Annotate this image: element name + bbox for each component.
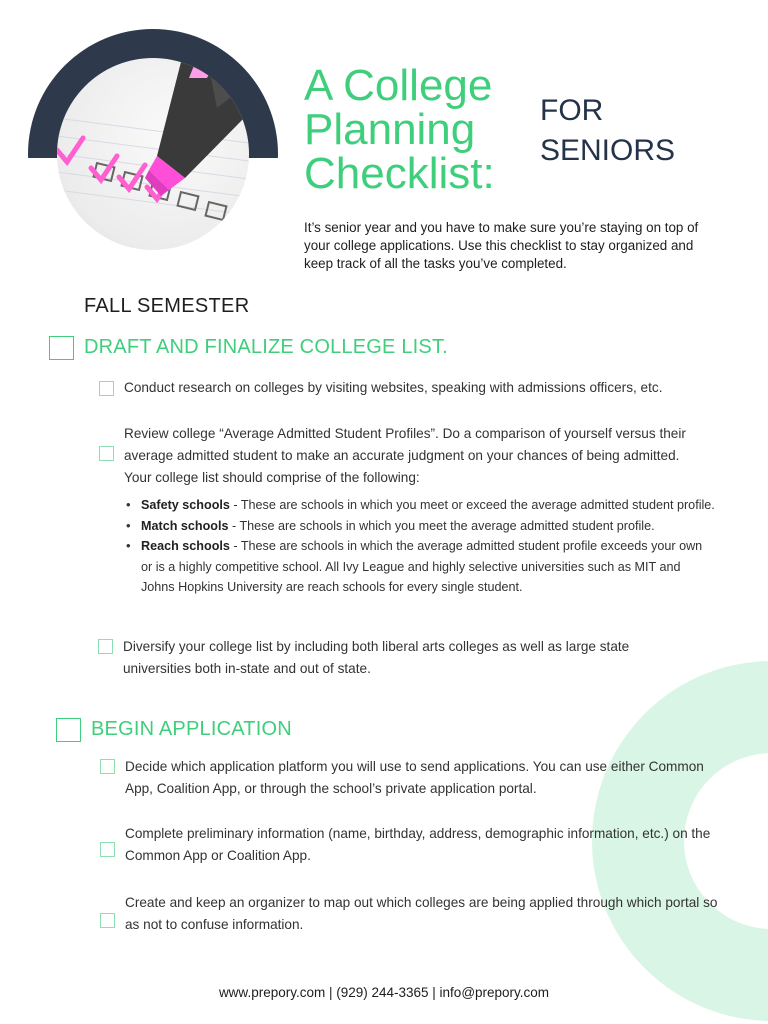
checkbox-review-profiles[interactable] <box>99 446 114 461</box>
bullet-term: Match schools <box>141 518 229 533</box>
list-item: • Reach schools - These are schools in which the average admitted student profile exceeds your own or is a highly competitive school. All Ivy League and highly selective universities such as MIT and Johns Hopkins University are reach schools for every single student. <box>126 538 703 594</box>
checkbox-diversify-list[interactable] <box>98 639 113 654</box>
checkbox-preliminary-info[interactable] <box>100 842 115 857</box>
list-item: • Safety schools - These are schools in which you meet or exceed the average admitted student profile. <box>126 497 715 512</box>
section-title-college-list: DRAFT AND FINALIZE COLLEGE LIST. <box>84 336 448 358</box>
item-organizer: Create and keep an organizer to map out which colleges are being applied through which portal so as not to confuse information. <box>125 895 718 932</box>
bullet-text: - These are schools in which the average admitted student profile exceeds your own or is a highly competitive school. All Ivy League and highly selective universities such as MIT and Johns Hopkins University are reach schools for every single student. <box>141 539 703 594</box>
subtitle-line-1: FOR <box>540 94 604 127</box>
title-line-2: Planning <box>304 105 476 154</box>
checkbox-research-colleges[interactable] <box>99 381 114 396</box>
page-subtitle <box>540 91 675 171</box>
section-checkbox-college-list[interactable] <box>49 336 74 360</box>
highlighter-illustration <box>57 58 249 250</box>
semester-heading: FALL SEMESTER <box>84 295 250 317</box>
intro-paragraph: It’s senior year and you have to make sure you’re staying on top of your college applications. Use this checklist to stay organized and keep track of all the tasks you’ve completed. <box>304 220 699 271</box>
item-review-profiles: Review college “Average Admitted Student Profiles”. Do a comparison of yourself versus their average admitted student to make an accurate judgment on your chances of being admitted. Your college list should comprise of the following: <box>124 426 686 485</box>
list-item: • Match schools - These are schools in which you meet the average admitted student profile. <box>126 517 655 533</box>
item-application-platform: Decide which application platform you will use to send applications. You can use either Common App, Coalition App, or through the school’s private application portal. <box>125 759 704 796</box>
contact-footer: www.prepory.com | (929) 244-3365 | info@prepory.com <box>218 985 550 1000</box>
checkbox-application-platform[interactable] <box>100 759 115 774</box>
item-diversify-list: Diversify your college list by including both liberal arts colleges as well as large state universities both in-state and out of state. <box>123 639 630 676</box>
school-type-list <box>125 495 715 598</box>
section-checkbox-begin-application[interactable] <box>56 718 81 742</box>
bullet-text: - These are schools in which you meet or exceed the average admitted student profile. <box>229 498 715 512</box>
checkbox-organizer[interactable] <box>100 913 115 928</box>
title-line-3: Checklist: <box>304 149 495 198</box>
subtitle-line-2: SENIORS <box>540 134 676 167</box>
title-line-1: A College <box>304 61 493 110</box>
item-preliminary-info: Complete preliminary information (name, birthday, address, demographic information, etc.) on the Common App or Coalition App. <box>125 826 711 863</box>
page-title <box>304 61 495 198</box>
section-title-begin-application: BEGIN APPLICATION <box>91 718 292 740</box>
bullet-term: Safety schools <box>141 498 230 512</box>
item-research-colleges: Conduct research on colleges by visiting websites, speaking with admissions officers, etc. <box>124 380 663 395</box>
bullet-term: Reach schools <box>141 539 230 553</box>
bullet-text: - These are schools in which you meet the average admitted student profile. <box>228 518 655 533</box>
checklist-highlighter-photo <box>57 58 249 250</box>
